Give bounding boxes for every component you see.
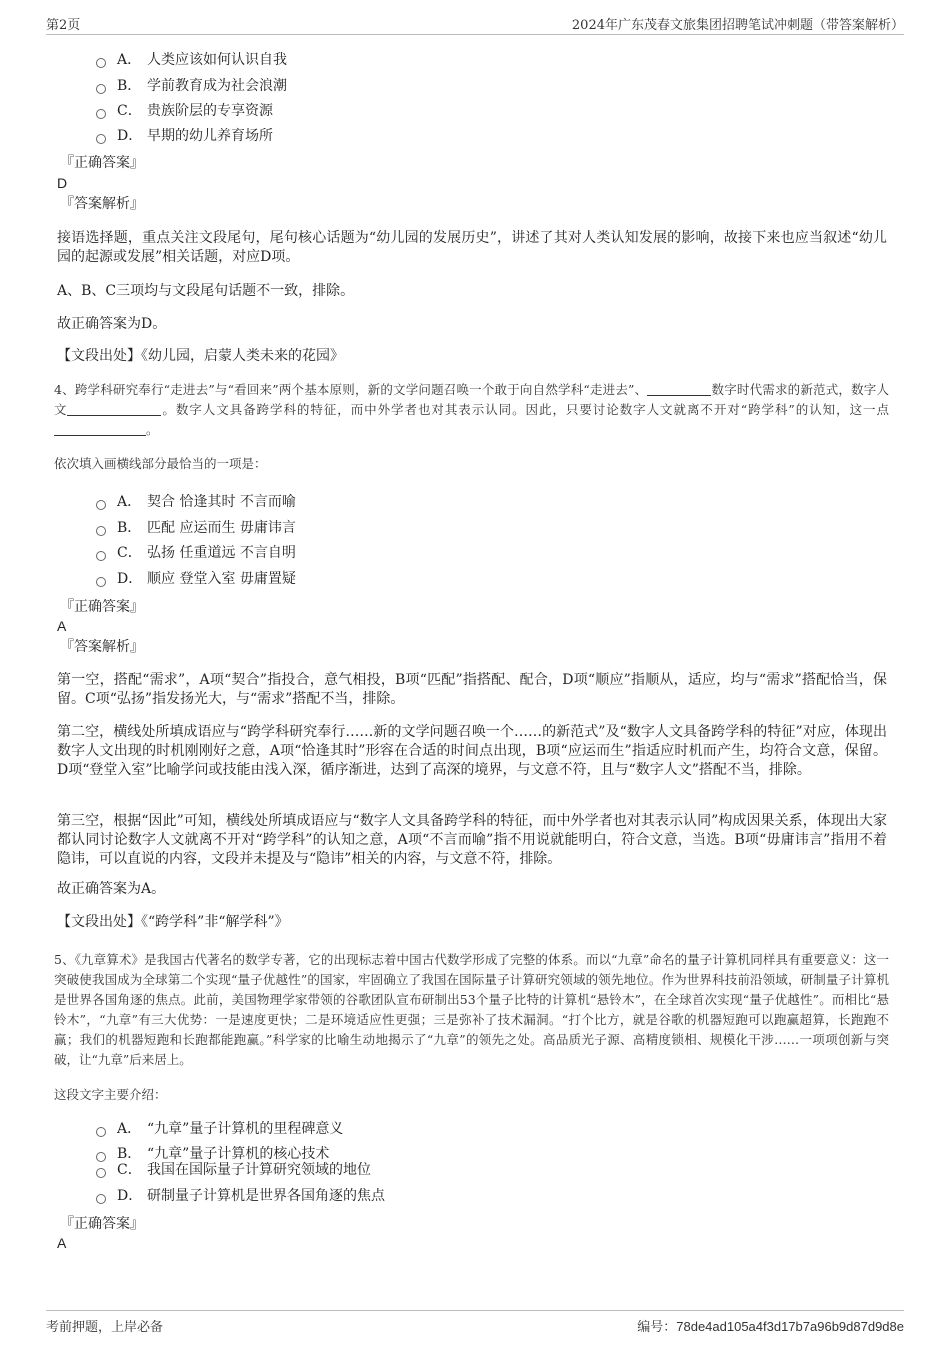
q5-stem: 5、《九章算术》是我国古代著名的数学专著，它的出现标志着中国古代数学形成了完整的体系。而以“九章”命名的量子计算机同样具有重要意义：这一突破使我国成为全球第二个实现“量子优越性”的国家，牢固确立了我国在国际量子计算研究领域的领先地位。作为世界科技前沿领域，研制量子计算机是世界各国角逐的焦点。此前，美国物理学家带领的谷歌团队宣布研制出53个量子比特的计算机“悬铃木”，在全球首次实现“量子优越性”。而相比“悬铃木”，“九章”有三大优势：一是速度更快；二是环境适应性更强；三是弥补了技术漏洞。“打个比方，就是谷歌的机器短跑可以跑赢超算，长跑跑不赢；我们的机器短跑和长跑都能跑赢。”科学家的比喻生动地揭示了“九章”的领先之处。高品质光子源、高精度锁相、规模化干涉……一项项创新与突破，让“九章”后来居上。	[54, 952, 889, 1067]
radio-icon[interactable]	[96, 109, 106, 119]
q3-source: 【文段出处】《幼儿园，启蒙人类未来的花园》	[57, 348, 344, 364]
footer-slogan: 考前押题，上岸必备	[46, 1320, 164, 1335]
document-title: 2024年广东茂春文旅集团招聘笔试冲刺题（带答案解析）	[571, 18, 904, 33]
page-header	[46, 12, 904, 35]
page-number: 第2页	[46, 18, 81, 33]
fill-blank[interactable]	[67, 403, 161, 416]
q3-answer-label: 『正确答案』	[60, 155, 144, 171]
q4-option-d[interactable]: D． 顺应 登堂入室 毋庸置疑	[96, 569, 296, 589]
q3-analysis-label: 『答案解析』	[60, 196, 144, 212]
q4-analysis-p1: 第一空，搭配“需求”，A项“契合”指投合，意气相投，B项“匹配”指搭配、配合，D项“顺应”指顺从，适应，均与“需求”搭配恰当，保留。C项“弘扬”指发扬光大，与“需求”搭配不当，排除。	[57, 672, 887, 707]
q4-option-c[interactable]: C． 弘扬 任重道远 不言自明	[96, 543, 296, 563]
radio-icon[interactable]	[96, 551, 106, 561]
q3-analysis-p1: 接语选择题，重点关注文段尾句，尾句核心话题为“幼儿园的发展历史”，讲述了其对人类认知发展的影响，故接下来也应当叙述“幼儿园的起源或发展”相关话题，对应D项。	[57, 230, 887, 265]
q3-answer: D	[57, 175, 68, 191]
fill-blank[interactable]	[54, 423, 146, 436]
q3-option-d[interactable]: D． 早期的幼儿养育场所	[96, 126, 273, 146]
document-id: 编号：78de4ad105a4f3d17b7a96b9d87d9d8e	[637, 1319, 904, 1334]
q5-answer-label: 『正确答案』	[60, 1216, 144, 1232]
radio-icon[interactable]	[96, 526, 106, 536]
radio-icon[interactable]	[96, 577, 106, 587]
q5-option-b[interactable]: B． “九章”量子计算机的核心技术	[96, 1144, 329, 1164]
q4-analysis-p4: 故正确答案为A。	[57, 881, 166, 897]
q4-answer: A	[57, 618, 67, 634]
q4-answer-label: 『正确答案』	[60, 599, 144, 615]
q4-prompt: 依次填入画横线部分最恰当的一项是：	[54, 456, 267, 471]
q4-source: 【文段出处】《“跨学科”非“解学科”》	[57, 914, 289, 930]
q5-answer: A	[57, 1235, 67, 1251]
radio-icon[interactable]	[96, 1194, 106, 1204]
q4-stem: 4、跨学科研究奉行“走进去”与“看回来”两个基本原则，新的文学问题召唤一个敢于向自然学科“走进去”、 数字时代需求的新范式，数字人文 。数字人文具备跨学科的特征，而中外学者也对其表示认同。因此，只要讨论数字人文就离不开对“跨学科”的认知，这一点。	[54, 382, 889, 437]
q3-option-a[interactable]: A． 人类应该如何认识自我	[96, 50, 287, 70]
radio-icon[interactable]	[96, 84, 106, 94]
fill-blank[interactable]	[647, 383, 711, 396]
q4-analysis-p3: 第三空，根据“因此”可知，横线处所填成语应与“数字人文具备跨学科的特征，而中外学者也对其表示认同”构成因果关系，体现出大家都认同讨论数字人文就离不开对“跨学科”的认知之意，A项“不言而喻”指不用说就能明白，符合文意，当选。B项“毋庸讳言”指用不着隐讳，可以直说的内容，文段并未提及与“隐讳”相关的内容，与文意不符，排除。	[57, 813, 887, 867]
radio-icon[interactable]	[96, 500, 106, 510]
q3-option-c[interactable]: C． 贵族阶层的专享资源	[96, 101, 273, 121]
radio-icon[interactable]	[96, 58, 106, 68]
q3-analysis-p3: 故正确答案为D。	[57, 316, 167, 332]
q4-option-b[interactable]: B． 匹配 应运而生 毋庸讳言	[96, 518, 296, 538]
page-footer	[46, 1310, 904, 1337]
q5-option-d[interactable]: D． 研制量子计算机是世界各国角逐的焦点	[96, 1186, 385, 1206]
radio-icon[interactable]	[96, 1127, 106, 1137]
q5-option-c[interactable]: C． 我国在国际量子计算研究领域的地位	[96, 1160, 371, 1180]
q3-analysis-p2: A、B、C三项均与文段尾句话题不一致，排除。	[57, 283, 355, 299]
radio-icon[interactable]	[96, 1168, 106, 1178]
radio-icon[interactable]	[96, 134, 106, 144]
q4-analysis-p2: 第二空，横线处所填成语应与“跨学科研究奉行……新的文学问题召唤一个……的新范式”及“数字人文具备跨学科的特征”对应，体现出数字人文出现的时机刚刚好之意，A项“恰逢其时”形容在合适的时间点出现，B项“应运而生”指适应时机而产生，均符合文意，保留。D项“登堂入室”比喻学问或技能由浅入深，循序渐进，达到了高深的境界，与文意不符，且与“数字人文”搭配不当，排除。	[57, 724, 887, 778]
q3-option-b[interactable]: B． 学前教育成为社会浪潮	[96, 76, 287, 96]
q5-option-a[interactable]: A． “九章”量子计算机的里程碑意义	[96, 1119, 343, 1139]
q5-prompt: 这段文字主要介绍：	[54, 1087, 167, 1102]
q4-analysis-label: 『答案解析』	[60, 639, 144, 655]
q4-option-a[interactable]: A． 契合 恰逢其时 不言而喻	[96, 492, 296, 512]
